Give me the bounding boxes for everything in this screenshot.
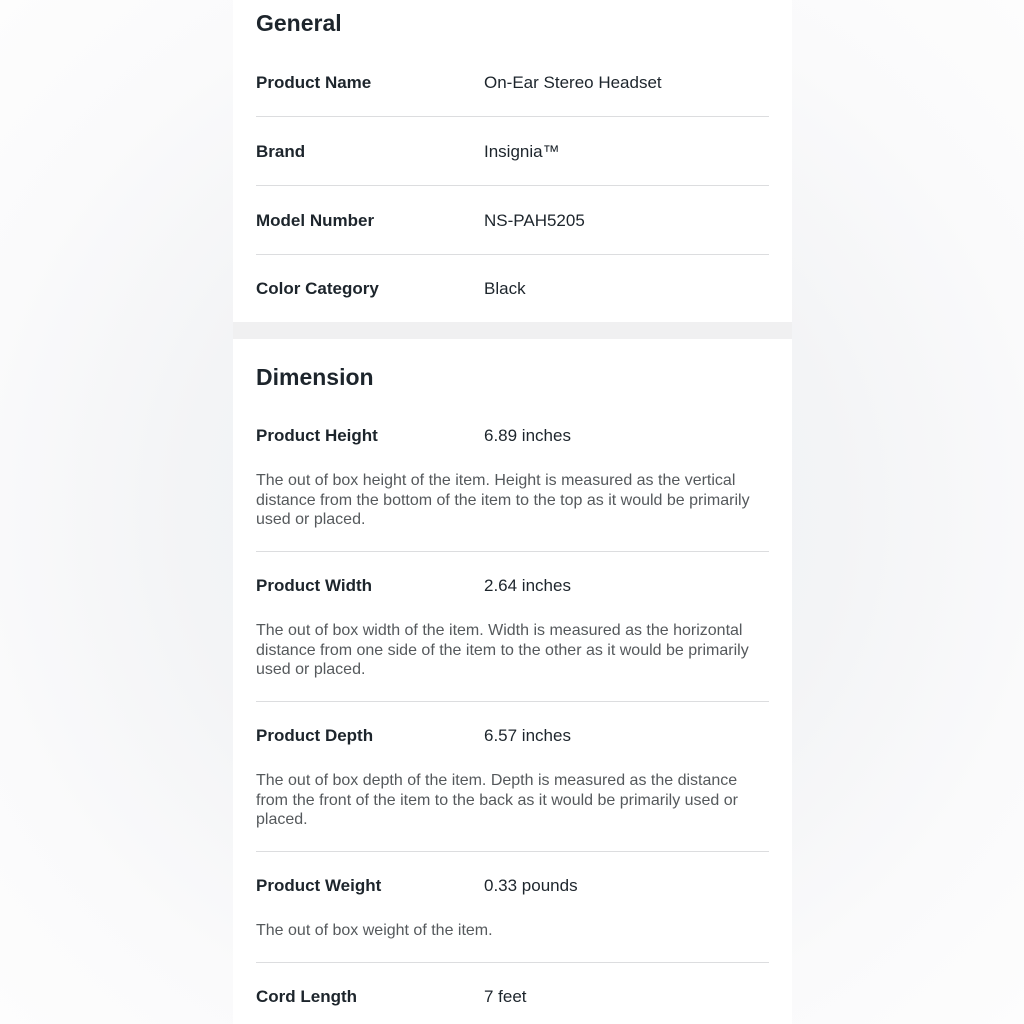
dimension-section-title: Dimension: [256, 364, 374, 390]
spec-value: 6.89 inches: [484, 426, 571, 445]
row-divider: [256, 185, 769, 186]
spec-label: Product Depth: [256, 726, 374, 745]
spec-value: Insignia™: [484, 142, 560, 161]
spec-label: Product Weight: [256, 876, 382, 895]
spec-value: Black: [484, 279, 526, 298]
spec-label: Color Category: [256, 279, 379, 298]
row-divider: [256, 551, 769, 552]
row-divider: [256, 701, 769, 702]
spec-value: NS-PAH5205: [484, 211, 585, 230]
general-section-title: General: [256, 10, 342, 36]
spec-label: Product Name: [256, 73, 372, 92]
spec-label: Product Width: [256, 576, 372, 595]
spec-label: Product Height: [256, 426, 378, 445]
spec-description: The out of box width of the item. Width is measured as the horizontal distance from one side of the item to the other as it would be primarily used or placed.: [256, 622, 749, 678]
spec-label: Model Number: [256, 211, 375, 230]
row-divider: [256, 962, 769, 963]
spec-value: 6.57 inches: [484, 726, 571, 745]
spec-label: Cord Length: [256, 987, 358, 1006]
spec-value: 2.64 inches: [484, 576, 571, 595]
spec-value: 7 feet: [484, 987, 527, 1006]
section-separator: [233, 322, 792, 339]
spec-description: The out of box height of the item. Height is measured as the vertical distance from the bottom of the item to the top as it would be primarily used or placed.: [256, 472, 750, 528]
spec-value: 0.33 pounds: [484, 876, 578, 895]
row-divider: [256, 116, 769, 117]
spec-description: The out of box weight of the item.: [256, 922, 493, 939]
row-divider: [256, 851, 769, 852]
spec-description: The out of box depth of the item. Depth is measured as the distance from the front of the item to the back as it would be primarily used or placed.: [256, 772, 738, 828]
spec-label: Brand: [256, 142, 306, 161]
spec-value: On-Ear Stereo Headset: [484, 73, 662, 92]
general-section: [233, 0, 792, 322]
row-divider: [256, 254, 769, 255]
dimension-section: [233, 339, 792, 1024]
specifications-panel: [233, 0, 792, 1024]
